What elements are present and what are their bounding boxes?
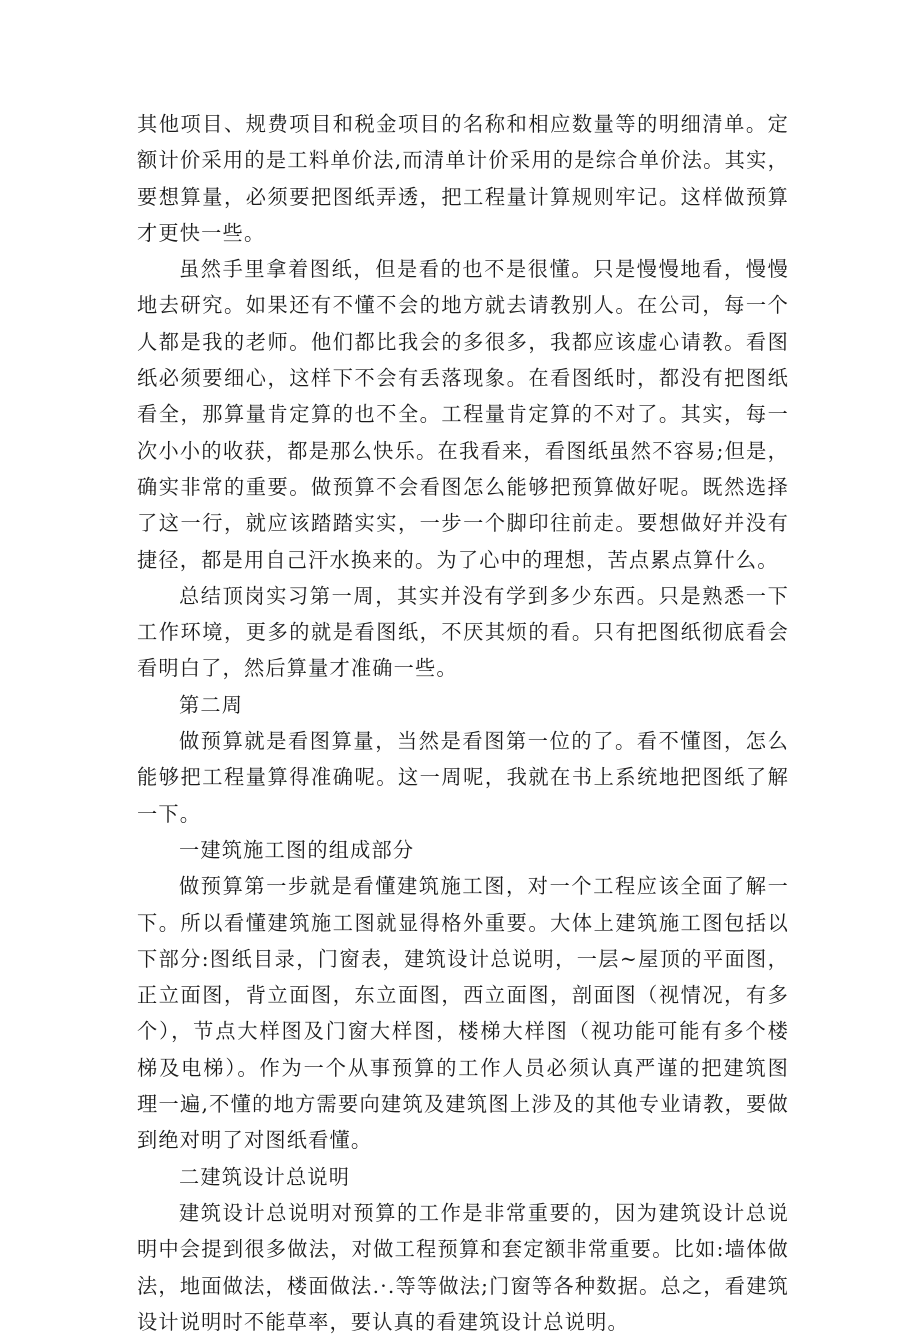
- heading-drawing-components: 一建筑施工图的组成部分: [179, 837, 415, 862]
- paragraph-week-one-summary: 总结顶岗实习第一周，其实并没有学到多少东西。只是熟悉一下工作环境，更多的就是看图纸，不厌其烦的看。只有把图纸彻底看会看明白了，然后算量才准确一些。: [137, 583, 789, 681]
- heading-week-two: 第二周: [179, 692, 244, 717]
- paragraph-drawing-components: 做预算第一步就是看懂建筑施工图，对一个工程应该全面了解一下。所以看懂建筑施工图就显得格外重要。大体上建筑施工图包括以下部分:图纸目录，门窗表，建筑设计总说明，一层~屋顶的平面图，正立面图，背立面图，东立面图，西立面图，剖面图（视情况，有多个），节点大样图及门窗大样图，楼梯大样图（视功能可能有多个楼梯及电梯）。作为一个从事预算的工作人员必须认真严谨的把建筑图理一遍,不懂的地方需要向建筑及建筑图上涉及的其他专业请教，要做到绝对明了对图纸看懂。: [137, 874, 789, 1153]
- paragraph-design-notes: 建筑设计总说明对预算的工作是非常重要的，因为建筑设计总说明中会提到很多做法，对做工程预算和套定额非常重要。比如:墙体做法，地面做法，楼面做法.·.等等做法;门窗等各种数据。总之，看建筑设计说明时不能草率，要认真的看建筑设计总说明。: [137, 1200, 789, 1334]
- heading-design-notes: 二建筑设计总说明: [179, 1164, 351, 1189]
- paragraph-week-two-intro: 做预算就是看图算量，当然是看图第一位的了。看不懂图，怎么能够把工程量算得准确呢。这一周呢，我就在书上系统地把图纸了解一下。: [137, 729, 789, 826]
- paragraph-pricing-methods: 其他项目、规费项目和税金项目的名称和相应数量等的明细清单。定额计价采用的是工料单价法,而清单计价采用的是综合单价法。其实，要想算量，必须要把图纸弄透，把工程量计算规则牢记。这样做预算才更快一些。: [137, 112, 789, 245]
- document-body: [137, 106, 789, 1340]
- paragraph-reading-drawings: 虽然手里拿着图纸，但是看的也不是很懂。只是慢慢地看，慢慢地去研究。如果还有不懂不会的地方就去请教别人。在公司，每一个人都是我的老师。他们都比我会的多很多，我都应该虚心请教。看图纸必须要细心，这样下不会有丢落现象。在看图纸时，都没有把图纸看全，那算量肯定算的也不全。工程量肯定算的不对了。其实，每一次小小的收获，都是那么快乐。在我看来，看图纸虽然不容易;但是，确实非常的重要。做预算不会看图怎么能够把预算做好呢。既然选择了这一行，就应该踏踏实实，一步一个脚印往前走。要想做好并没有捷径，都是用自己汗水换来的。为了心中的理想，苦点累点算什么。: [137, 257, 789, 572]
